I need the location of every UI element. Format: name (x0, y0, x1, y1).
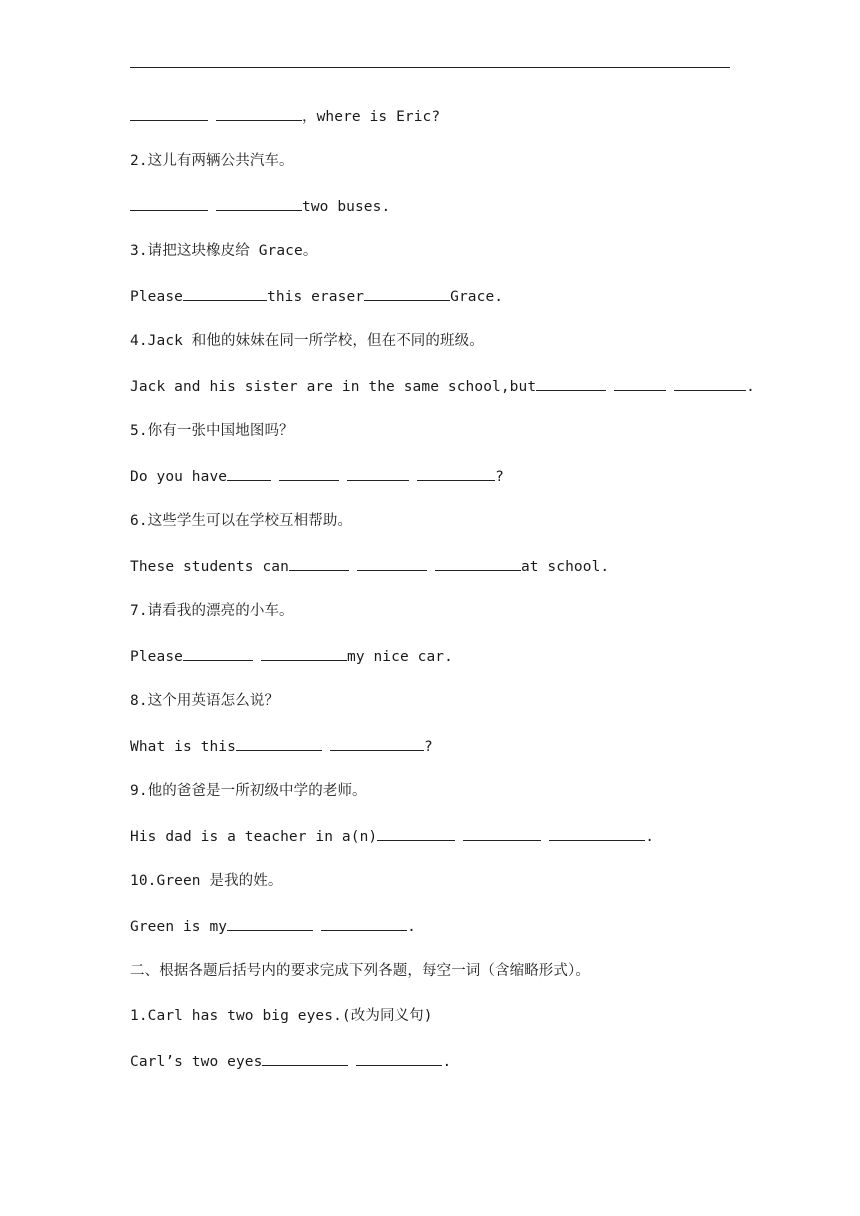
exercise-line (130, 688, 770, 733)
line-text: 3.请把这块橡皮给 Grace。 (130, 243, 318, 259)
exercise-line (130, 283, 770, 328)
line-text: 7.请看我的漂亮的小车。 (130, 603, 294, 619)
header-rule (130, 67, 730, 68)
exercise-line (130, 103, 770, 148)
line-text: at school. (520, 559, 610, 575)
line-text: two buses. (302, 199, 391, 215)
line-text: 5.你有一张中国地图吗？ (130, 423, 294, 439)
line-text: this eraser (266, 289, 365, 305)
answer-blank (377, 823, 455, 841)
line-text: Jack and his sister are in the same school,but (130, 379, 537, 395)
line-text: 9.他的爸爸是一所初级中学的老师。 (130, 783, 367, 799)
answer-blank (463, 823, 541, 841)
exercise-line (130, 1003, 770, 1048)
exercise-line (130, 823, 770, 868)
line-text: 1.Carl has two big eyes.(改为同义句) (130, 1008, 433, 1024)
answer-blank (614, 373, 666, 391)
answer-blank (536, 373, 606, 391)
exercise-line (130, 778, 770, 823)
answer-blank (262, 1048, 348, 1066)
exercise-line (130, 328, 770, 373)
line-text: 4.Jack 和他的妹妹在同一所学校，但在不同的班级。 (130, 333, 484, 349)
exercise-line (130, 373, 770, 418)
line-text: . (442, 1054, 452, 1070)
line-text: ? (423, 739, 433, 755)
exercise-line (130, 508, 770, 553)
line-text: 8.这个用英语怎么说？ (130, 693, 280, 709)
line-text: 2.这儿有两辆公共汽车。 (130, 153, 294, 169)
line-text: . (645, 829, 655, 845)
answer-blank (357, 553, 427, 571)
line-text: . (746, 379, 756, 395)
answer-blank (279, 463, 339, 481)
line-text: ，where is Eric? (302, 109, 441, 125)
answer-blank (364, 283, 450, 301)
line-text: Green is my (130, 919, 228, 935)
answer-blank (435, 553, 521, 571)
exercise-line (130, 958, 770, 1003)
line-text: His dad is a teacher in a(n) (130, 829, 378, 845)
line-text: What is this (130, 739, 236, 755)
line-text: 二、根据各题后括号内的要求完成下列各题，每空一词（含缩略形式）。 (130, 963, 590, 979)
line-text: Please (130, 289, 183, 305)
line-text: 6.这些学生可以在学校互相帮助。 (130, 513, 353, 529)
answer-blank (216, 193, 302, 211)
line-text: my nice car. (346, 649, 453, 665)
answer-blank (216, 103, 302, 121)
line-text: . (407, 919, 416, 935)
answer-blank (236, 733, 322, 751)
answer-blank (130, 103, 208, 121)
line-text: Grace. (450, 289, 504, 305)
exercise-line (130, 193, 770, 238)
exercise-line (130, 733, 770, 778)
answer-blank (549, 823, 645, 841)
exercise-line (130, 238, 770, 283)
exercise-line (130, 148, 770, 193)
answer-blank (347, 463, 409, 481)
answer-blank (289, 553, 349, 571)
worksheet-body (130, 103, 770, 1093)
answer-blank (183, 643, 253, 661)
exercise-line (130, 418, 770, 463)
line-text: Please (130, 649, 183, 665)
line-text: ? (495, 469, 504, 485)
line-text: Carl’s two eyes (130, 1054, 263, 1070)
exercise-line (130, 643, 770, 688)
exercise-line (130, 598, 770, 643)
exercise-line (130, 868, 770, 913)
exercise-line (130, 463, 770, 508)
line-text: These students can (130, 559, 289, 575)
answer-blank (130, 193, 208, 211)
answer-blank (417, 463, 495, 481)
exercise-line (130, 1048, 770, 1093)
answer-blank (183, 283, 267, 301)
answer-blank (227, 913, 313, 931)
answer-blank (227, 463, 271, 481)
answer-blank (356, 1048, 442, 1066)
line-text: Do you have (130, 469, 228, 485)
answer-blank (321, 913, 407, 931)
exercise-line (130, 553, 770, 598)
answer-blank (261, 643, 347, 661)
answer-blank (674, 373, 746, 391)
answer-blank (330, 733, 424, 751)
line-text: 10.Green 是我的姓。 (130, 873, 283, 889)
exercise-line (130, 913, 770, 958)
